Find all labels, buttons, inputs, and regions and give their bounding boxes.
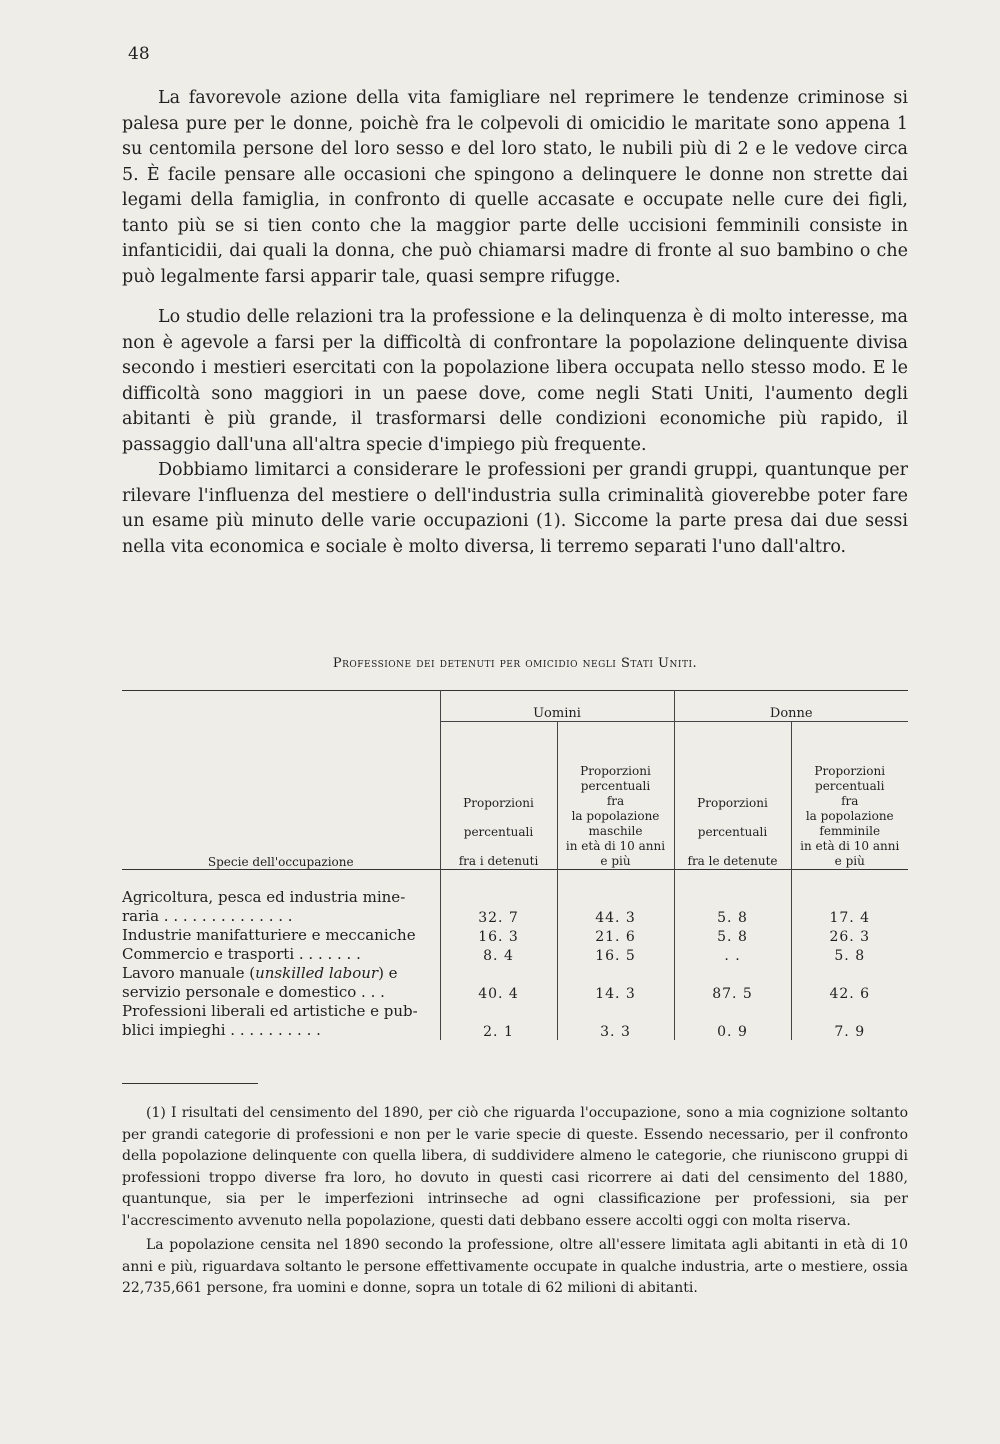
paragraph: La favorevole azione della vita famigliare nel reprimere le tendenze criminose si palesa pure per le donne, poichè fra le colpevoli di omicidio le maritate sono appena 1 su centomila persone del loro sesso e del loro stato, le nubili più di 2 e le vedove circa 5. È facile pensare alle occasioni che spingono a delinquere le donne non strette dai legami della famiglia, in confronto di quelle accasate e occupate nelle cure dei figli, tanto più se si tien conto che la maggior parte delle uccisioni femminili consiste in infanticidii, dai quali la donna, che può chiamarsi madre di fronte al suo bambino o che può legalmente farsi apparir tale, quasi sempre rifugge.: [122, 88, 908, 287]
cell-value: 5. 8: [674, 926, 791, 945]
table-title: Professione dei detenuti per omicidio negli Stati Uniti.: [332, 656, 698, 671]
column-header: Proporzioni percentuali fra le detenute: [674, 722, 791, 870]
cell-value: 2. 1: [440, 1002, 557, 1040]
row-header: Specie dell'occupazione: [207, 855, 354, 869]
cell-value: 44. 3: [557, 870, 674, 927]
cell-value: 14. 3: [557, 964, 674, 1002]
footnotes: [122, 1103, 908, 1303]
cell-value: 17. 4: [791, 870, 908, 927]
cell-value: 16. 5: [557, 945, 674, 964]
cell-value: 40. 4: [440, 964, 557, 1002]
row-label: Industrie manifatturiere e meccaniche: [122, 926, 416, 944]
body-text: [122, 86, 908, 575]
footnote-divider: [122, 1083, 258, 1084]
cell-value: 7. 9: [791, 1002, 908, 1040]
table-row: [122, 926, 908, 945]
cell-value: 8. 4: [440, 945, 557, 964]
cell-value: 16. 3: [440, 926, 557, 945]
cell-value: 87. 5: [674, 964, 791, 1002]
cell-value: 0. 9: [674, 1002, 791, 1040]
cell-value: 5. 8: [674, 870, 791, 927]
row-label: Commercio e trasporti . . . . . . .: [122, 945, 361, 963]
group-header-men: Uomini: [440, 691, 674, 722]
occupation-table: [122, 690, 908, 1040]
page-number: 48: [128, 44, 150, 64]
footnote: (1) I risultati del censimento del 1890, per ciò che riguarda l'occupazione, sono a mia cognizione soltanto per grandi categorie di professioni e non per le varie specie di queste. Essendo necessario, per il confronto della popolazione delinquente con quella libera, di suddividere almeno le categorie, che riuniscono gruppi di professioni troppo diverse fra loro, ho dovuto in questi casi ricorrere ai dati del censimento del 1880, quantunque, sia per le imperfezioni intrinseche ad ogni classificazione per professioni, sia per l'accrescimento avvenuto nella popolazione, questi dati debbano essere accolti oggi con molta riserva.: [122, 1105, 908, 1229]
row-label: Lavoro manuale (unskilled labour) e servizio personale e domestico . . .: [122, 964, 398, 1001]
column-header: Proporzioni percentuali fra la popolazione femminile in età di 10 anni e più: [791, 722, 908, 870]
table-row: [122, 945, 908, 964]
cell-value: 3. 3: [557, 1002, 674, 1040]
paragraph: Lo studio delle relazioni tra la professione e la delinquenza è di molto interesse, ma non è agevole a farsi per la difficoltà di confrontare la popolazione delinquente divisa secondo i mestieri esercitati con la popolazione libera occupata nello stesso modo. E le difficoltà sono maggiori in un paese dove, come negli Stati Uniti, l'aumento degli abitanti è più grande, il trasformarsi delle condizioni economiche più rapido, il passaggio dall'una all'altra specie d'impiego più frequente.: [122, 307, 908, 455]
group-header-women: Donne: [674, 691, 908, 722]
footnote: La popolazione censita nel 1890 secondo la professione, oltre all'essere limitata agli abitanti in età di 10 anni e più, riguardava soltanto le persone effettivamente occupate in qualche industria, arte o mestiere, ossia 22,735,661 persone, fra uomini e donne, sopra un totale di 62 milioni di abitanti.: [122, 1237, 908, 1296]
cell-value: 5. 8: [791, 945, 908, 964]
column-header: Proporzioni percentuali fra la popolazione maschile in età di 10 anni e più: [557, 722, 674, 870]
cell-value: 42. 6: [791, 964, 908, 1002]
row-label: Professioni liberali ed artistiche e pub- blici impieghi . . . . . . . . . .: [122, 1002, 418, 1039]
table-row: [122, 870, 908, 927]
cell-value: 32. 7: [440, 870, 557, 927]
table-row: [122, 1002, 908, 1040]
cell-value: . .: [674, 945, 791, 964]
paragraph: Dobbiamo limitarci a considerare le professioni per grandi gruppi, quantunque per rilevare l'influenza del mestiere o dell'industria sulla criminalità gioverebbe poter fare un esame più minuto delle varie occupazioni (1). Siccome la parte presa dai due sessi nella vita economica e sociale è molto diversa, li terremo separati l'uno dall'altro.: [122, 460, 908, 557]
row-label: Agricoltura, pesca ed industria mine- raria . . . . . . . . . . . . . .: [122, 888, 406, 925]
column-header: Proporzioni percentuali fra i detenuti: [440, 722, 557, 870]
table-row: [122, 964, 908, 1002]
cell-value: 21. 6: [557, 926, 674, 945]
cell-value: 26. 3: [791, 926, 908, 945]
